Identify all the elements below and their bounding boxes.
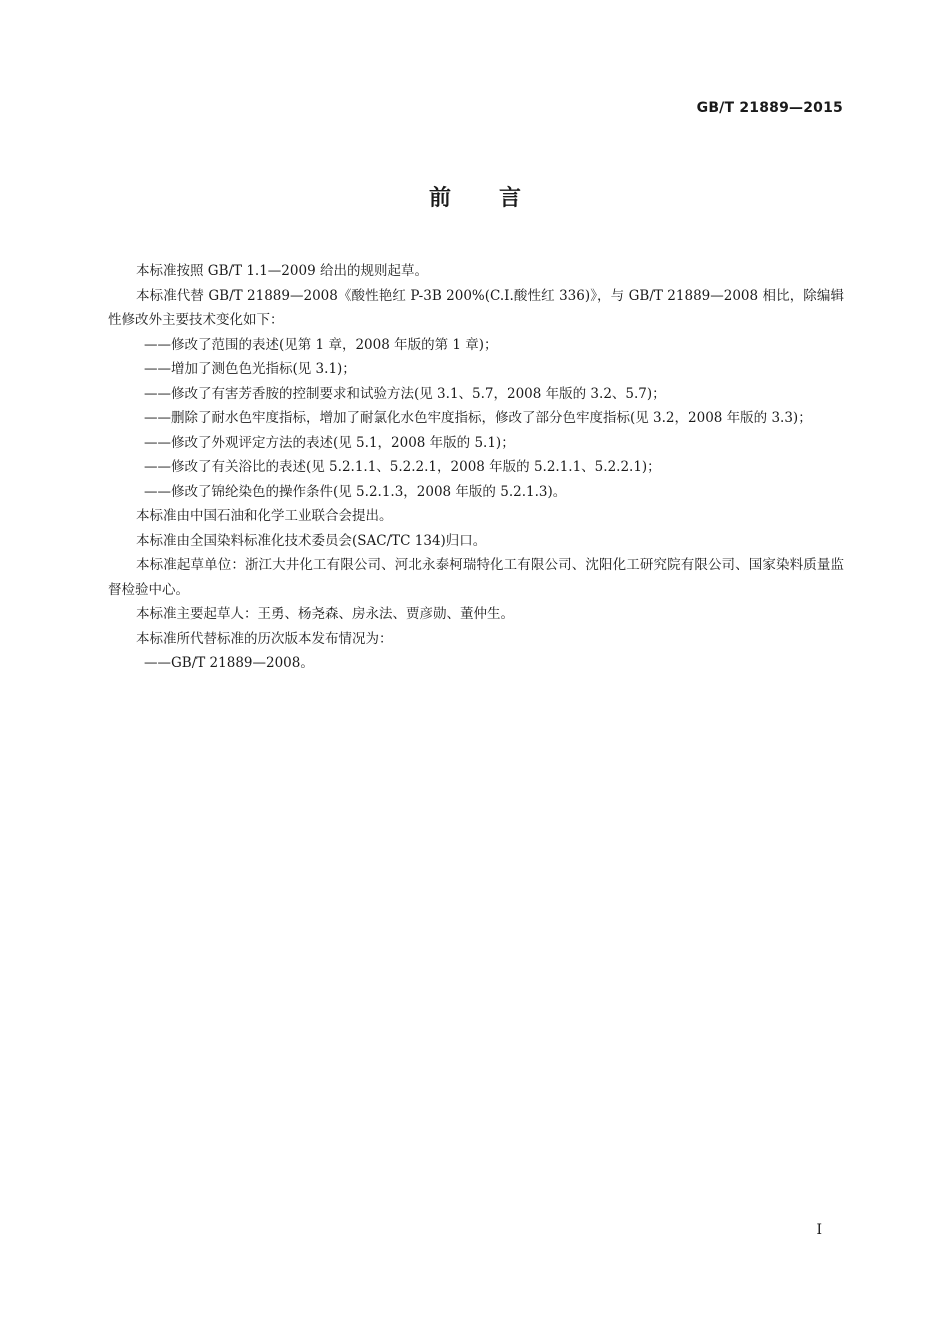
change-item: ——修改了有害芳香胺的控制要求和试验方法(见 3.1、5.7，2008 年版的 3.2、5.7)； bbox=[144, 385, 666, 402]
change-item: ——增加了测色色光指标(见 3.1)； bbox=[144, 361, 356, 377]
page-title bbox=[0, 181, 950, 212]
change-item: ——修改了锦纶染色的操作条件(见 5.2.1.3，2008 年版的 5.2.1.3)。 bbox=[144, 483, 567, 500]
change-item: ——修改了范围的表述(见第 1 章，2008 年版的第 1 章)； bbox=[144, 336, 498, 353]
change-item: ——修改了外观评定方法的表述(见 5.1，2008 年版的 5.1)； bbox=[144, 434, 515, 451]
change-item: ——删除了耐水色牢度指标，增加了耐氯化水色牢度指标，修改了部分色牢度指标(见 3.2，2008 年版的 3.3)； bbox=[144, 410, 812, 426]
paragraph-drafting-rules: 本标准按照 GB/T 1.1—2009 给出的规则起草。 bbox=[136, 263, 428, 279]
paragraph-replacement: 本标准代替 GB/T 21889—2008《酸性艳红 P-3B 200%(C.I.酸性红 336)》，与 GB/T 21889—2008 相比，除编辑性修改外主要技术变化如下： bbox=[108, 287, 844, 328]
paragraph-committee: 本标准由全国染料标准化技术委员会(SAC/TC 134)归口。 bbox=[136, 532, 487, 549]
standard-code: GB/T 21889—2015 bbox=[696, 100, 843, 116]
paragraph-proposer: 本标准由中国石油和化学工业联合会提出。 bbox=[136, 508, 393, 524]
title-char-2: 言 bbox=[499, 186, 522, 211]
page-number: I bbox=[816, 1222, 822, 1238]
title-char-1: 前 bbox=[428, 186, 451, 211]
paragraph-history-intro: 本标准所代替标准的历次版本发布情况为： bbox=[136, 630, 393, 647]
history-item: ——GB/T 21889—2008。 bbox=[144, 655, 314, 671]
paragraph-drafters: 本标准主要起草人：王勇、杨尧森、房永法、贾彦勋、董仲生。 bbox=[136, 606, 514, 622]
paragraph-drafting-units: 本标准起草单位：浙江大井化工有限公司、河北永泰柯瑞特化工有限公司、沈阳化工研究院有限公司、国家染料质量监督检验中心。 bbox=[108, 557, 844, 598]
change-item: ——修改了有关浴比的表述(见 5.2.1.1、5.2.2.1，2008 年版的 5.2.1.1、5.2.2.1)； bbox=[144, 459, 661, 475]
foreword-body bbox=[108, 259, 844, 676]
